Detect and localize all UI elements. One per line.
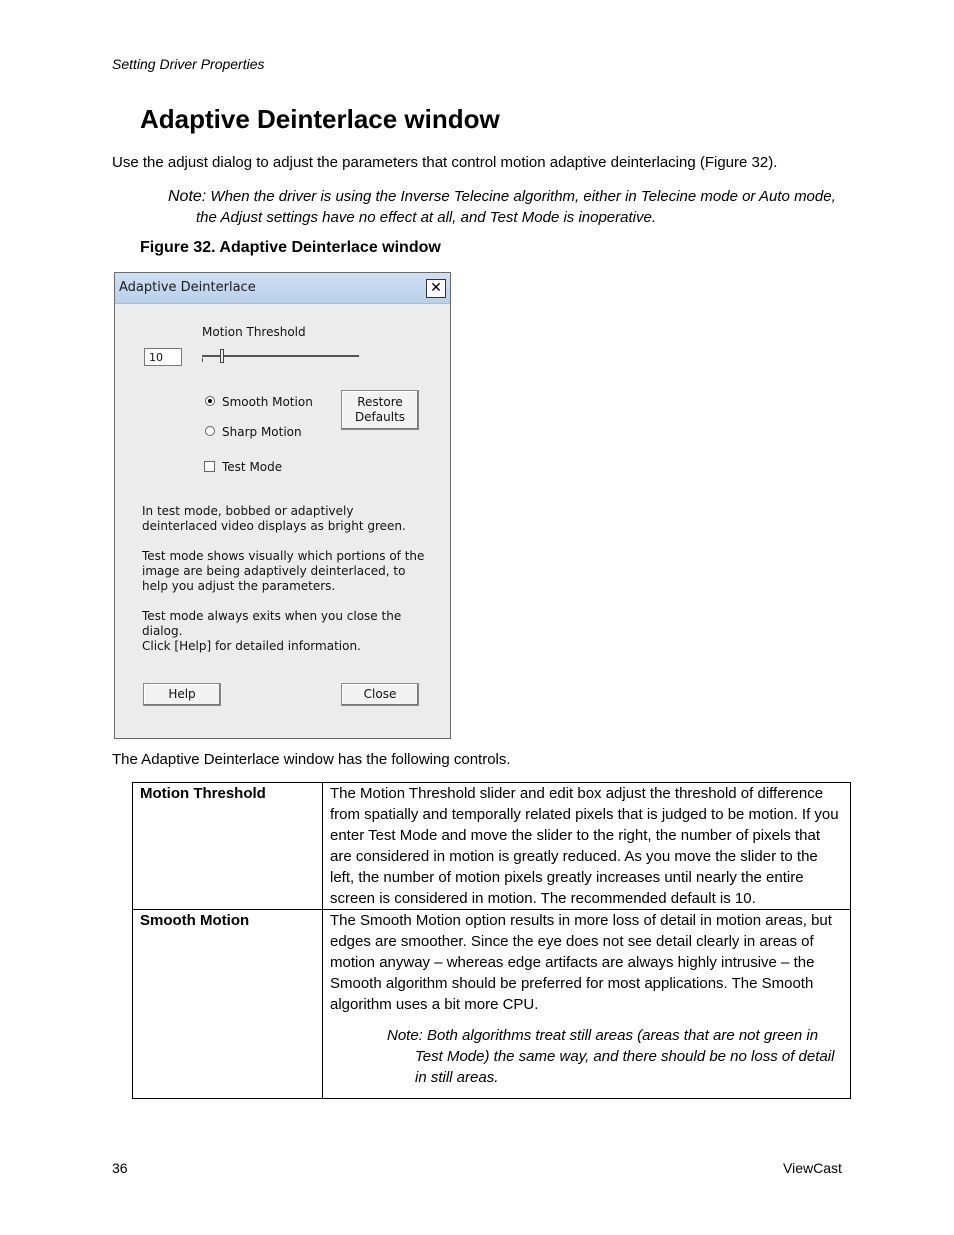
smooth-motion-radio[interactable] <box>205 396 215 406</box>
restore-defaults-line2: Defaults <box>354 410 406 424</box>
close-button[interactable]: Close <box>341 683 419 706</box>
radio-selected-dot <box>208 399 212 403</box>
note-text: When the driver is using the Inverse Telecine algorithm, either in Telecine mode or Auto mode, the Adjust settings have no effect at all, and Test Mode is inoperative. <box>196 188 836 226</box>
table-lead-in: The Adaptive Deinterlace window has the following controls. <box>112 751 511 768</box>
table-description: The Smooth Motion option results in more loss of detail in motion areas, but edges are smoother. Since the eye does not see detail clearly in areas of motion anyway – whereas edge artifacts are always highly intrusive – the Smooth algorithm should be preferred for most applications. The Smooth algorithm uses a bit more CPU. <box>330 912 832 1013</box>
table-term: Motion Threshold <box>133 783 323 910</box>
help-button[interactable]: Help <box>143 683 221 706</box>
table-note: Note: Both algorithms treat still areas (areas that are not green in Test Mode) the same way, and there should be no loss of detail in still areas. <box>387 1027 835 1086</box>
sharp-motion-radio[interactable] <box>205 426 215 436</box>
running-header: Setting Driver Properties <box>112 56 265 72</box>
slider-tick <box>202 358 203 362</box>
controls-table <box>132 782 851 1099</box>
table-row <box>133 783 851 910</box>
test-mode-label: Test Mode <box>222 460 283 474</box>
table-term: Smooth Motion <box>133 910 323 1099</box>
note-label: Note: <box>168 188 207 205</box>
motion-threshold-label: Motion Threshold <box>202 325 306 339</box>
sharp-motion-label: Sharp Motion <box>222 425 302 439</box>
table-row <box>133 910 851 1099</box>
note-paragraph <box>168 186 856 228</box>
restore-defaults-button[interactable] <box>341 390 419 430</box>
info-text-4: Click [Help] for detailed information. <box>142 639 361 653</box>
page-number: 36 <box>112 1160 128 1176</box>
table-description: The Motion Threshold slider and edit box adjust the threshold of difference from spatially and temporally related pixels that is judged to be motion. If you enter Test Mode and move the slider to the right, the number of pixels that are considered in motion is greatly reduced. As you move the slider to the left, the number of motion pixels greatly increases until nearly the entire screen is considered in motion. The recommended default is 10. <box>323 783 851 910</box>
close-icon[interactable]: ✕ <box>426 279 446 298</box>
info-text-1: In test mode, bobbed or adaptively deinterlaced video displays as bright green. <box>142 504 406 533</box>
page-title: Adaptive Deinterlace window <box>140 104 500 134</box>
threshold-input[interactable]: 10 <box>144 348 182 366</box>
intro-paragraph: Use the adjust dialog to adjust the parameters that control motion adaptive deinterlacing (Figure 32). <box>112 154 778 171</box>
test-mode-checkbox[interactable] <box>204 461 215 472</box>
threshold-slider-track[interactable] <box>202 355 359 357</box>
threshold-slider-thumb[interactable] <box>220 349 224 363</box>
info-text-2: Test mode shows visually which portions of the image are being adaptively deinterlaced, to help you adjust the parameters. <box>142 549 425 593</box>
footer-brand: ViewCast <box>783 1160 842 1176</box>
info-text-3: Test mode always exits when you close the dialog. <box>142 609 402 638</box>
adaptive-deinterlace-dialog <box>114 272 451 739</box>
smooth-motion-label: Smooth Motion <box>222 395 313 409</box>
figure-caption: Figure 32. Adaptive Deinterlace window <box>140 239 441 256</box>
restore-defaults-line1: Restore <box>357 395 403 409</box>
table-description-cell <box>323 910 851 1099</box>
dialog-title: Adaptive Deinterlace <box>119 280 256 295</box>
dialog-title-bar <box>115 273 450 304</box>
